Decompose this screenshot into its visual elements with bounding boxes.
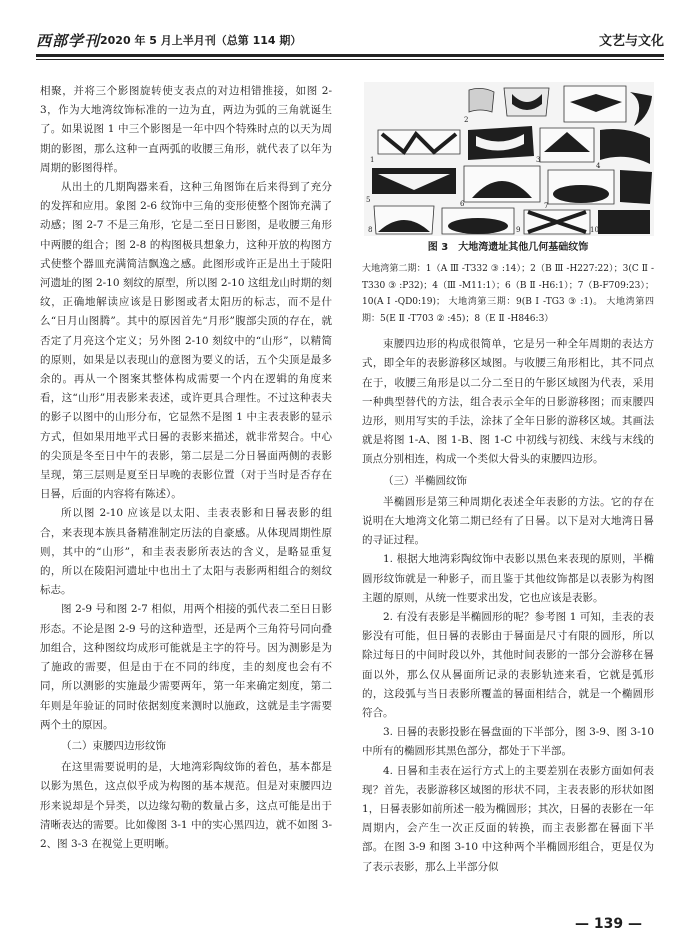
page-number: — 139 — [575, 916, 642, 932]
paragraph: 所以图 2-10 应该是以太阳、圭表表影和日晷表影的组合，来表现本族具备精准制定历法的自豪感。从体现周期性原则，其中的“山形”，和圭表表影所表达的含义，是略显重复的，所以在陵阳河遗址中也出土了太阳与表影两相组合的刻纹标志。 [40, 507, 332, 597]
paragraph: 4. 日晷和圭表在运行方式上的主要差别在表影方面如何表现？首先，表影游移区域图的形状不同，主表表影的形状如图 1，日晷表影如前所述一般为椭圆形；其次，日晷的表影在一年周期内，会产生一次正反面的转换，而主表影都在晷面下半部。在图 3-9 和图 3-10 中这种两个半椭圆形组合，更是仅为了表示表影，那么上半部分似 [362, 764, 654, 873]
figure-note: 大地湾第二期：1（A Ⅲ -T332 ③ :14）；2（B Ⅲ -H227:22）；3(C Ⅱ -T330 ③ :P32)；4（Ⅲ -M11:1）；6（B Ⅱ -H6:1）；7（B-F709:23）；10(A Ⅰ -QD0:19)； [362, 264, 654, 308]
subheading-waisted-quadrilateral: （二）束腰四边形纹饰 [61, 739, 166, 752]
header-rule-thin [36, 59, 664, 60]
figure-number: 4 [596, 162, 601, 170]
figure-caption: 图 3 大地湾遗址其他几何基础纹饰 [427, 242, 589, 253]
paragraph: 束腰四边形的构成很简单，它是另一种全年周期的表达方式，即全年的表影游移区域图。与收腰三角形相比，其不同点在于，收腰三角形是以二分二至日的午影区域图为代表，采用一种典型替代的方法，组合表示全年的日影游移图；而束腰四边形，则用写实的手法，涂抹了全年日影的游移区域。其画法就是将图 1-A、图 1-B、图 1-C 中初线与初线、末线与末线的顶点分别相连，构成一个类似大骨头的束腰四边形。 [362, 338, 654, 466]
right-column [362, 82, 654, 877]
paragraph: 1. 根据大地湾彩陶纹饰中表影以黑色来表现的原则，半椭圆形纹饰就是一种影子，而且鉴于其他纹饰都是以表影为构图主题的原则，从统一性要求出发，它也应该是表影。 [362, 553, 654, 604]
paragraph: 从出土的几期陶器来看，这种三角图饰在后来得到了充分的发挥和应用。象图 2-6 纹饰中三角的变形使整个图饰充满了动感；图 2-7 不是三角形，它是二至日日影图，是收腰三角形中两腰的组合；图 2-8 的构图极具想象力，这种开放的构图方式使整个器皿充满简洁飘逸之感。此图形或许正是出土于陵阳河遗址的图 2-10 刻纹的原型，所以图 2-10 这组龙山时期的刻纹，正确地解读应该是日影图或者太阳历的标志，而不是什么“日月山图腾”。其中的原因首先“月形”腹部尖顶的存在，就否定了月亮这个定义；另外图 2-10 刻纹中的“山形”，以精简的原则，如果是以表现山的意图为要义的话，五个尖顶是最多余的。再从一个图案其整体构成需要一个内在逻辑的角度来看，这“山形”用表影来表述，或许更具合理性。不过这种表夫的影子以图中的山形分布，它显然不是图 1 中主表表影的显示方式，但如果用地平式日晷的表影来描述，就非常契合。中心的尖顶是冬至日中午的表影，第二层是二分日晷面两侧的表影呈现，第三层则是夏至日早晚的表影位置（对于当时是否存在日晷，后面的内容将有陈述）。 [40, 181, 332, 501]
figure-note: 大地湾第三期：9(B Ⅰ -TG3 ③ :1)。 [448, 297, 603, 308]
subheading-semi-ellipse: （三）半椭圆纹饰 [383, 474, 467, 487]
figure-number: 8 [368, 226, 373, 234]
figure-number: 7 [544, 202, 549, 210]
paragraph: 2. 有没有表影是半椭圆形的呢？参考图 1 可知，圭表的表影没有可能，但日晷的表影由于晷面是尺寸有限的圆形，所以除过每日的中间时段以外，其他时间表影的一部分会游移在晷面以外，那么仅从晷面所记录的表影轨迹来看，它就是弧形的，这段弧与当日表影所覆盖的晷面相结合，就是一个椭圆形符合。 [362, 611, 654, 720]
paragraph: 半椭圆形是第三种周期化表述全年表影的方法。它的存在说明在大地湾文化第二期已经有了日晷。以下是对大地湾日晷的寻证过程。 [362, 495, 654, 547]
figure-number: 3 [536, 156, 541, 164]
figure-notes [362, 261, 654, 327]
figure-number: 1 [370, 156, 375, 164]
paragraph: 图 2-9 号和图 2-7 相似，用两个相接的弧代表二至日日影形态。不论是图 2-9 号的这种造型，还是两个三角符号同向叠加组合，这种图纹均成形可能就是主字的符号。因为测影是为了施政的需要，但是由于在不同的纬度，圭的刻度也会有不同，所以测影的实施最少需要两年，第一年来确定刻度，第二年则是年验证的同时依据刻度来测时以施政，这就是圭字需要两个土的原因。 [40, 603, 332, 731]
figure-number: 2 [464, 116, 469, 124]
figure-number: 10 [590, 226, 599, 234]
issue-info: 2020 年 5 月上半月刊（总第 114 期） [100, 34, 302, 47]
header-rule-thick [36, 54, 664, 57]
figure-number: 5 [366, 196, 371, 204]
figure-3-image [364, 82, 654, 236]
paragraph: 在这里需要说明的是，大地湾彩陶纹饰的着色，基本都是以影为黑色，这点似乎成为构图的基本规范。但是对束腰四边形来说却是个异类，以边缘勾勒的数量占多，这点可能是出于清晰表达的需要。比如像图 3-1 中的实心黑四边，就不如图 3-2、图 3-3 在视觉上更明晰。 [40, 761, 332, 850]
page-header [36, 24, 664, 64]
figure-number: 9 [516, 226, 521, 234]
journal-logo: 西部学刊 [36, 32, 101, 50]
figure-number: 6 [460, 200, 465, 208]
paragraph: 相聚，并将三个影图旋转使支表点的对边相错推接，如图 2-3，作为大地湾纹饰标准的一边为直，两边为弧的三角就诞生了。如果说图 1 中三个影图是一年中四个特殊时点的以天为周期的影图，那么这种一直两弧的收腰三角形，就代表了以年为周期的影图得样。 [40, 85, 332, 174]
paragraph: 3. 日晷的表影投影在晷盘面的下半部分，图 3-9、图 3-10 中所有的椭圆形其黑色部分，都处于下半部。 [362, 726, 654, 758]
pottery-pattern-collage [364, 82, 654, 236]
figure-note: 大地湾第四期：5(E Ⅱ -T703 ② :45)；8（E Ⅱ -H846:3） [362, 297, 654, 324]
left-column [40, 82, 332, 854]
section-title: 文艺与文化 [598, 34, 664, 49]
